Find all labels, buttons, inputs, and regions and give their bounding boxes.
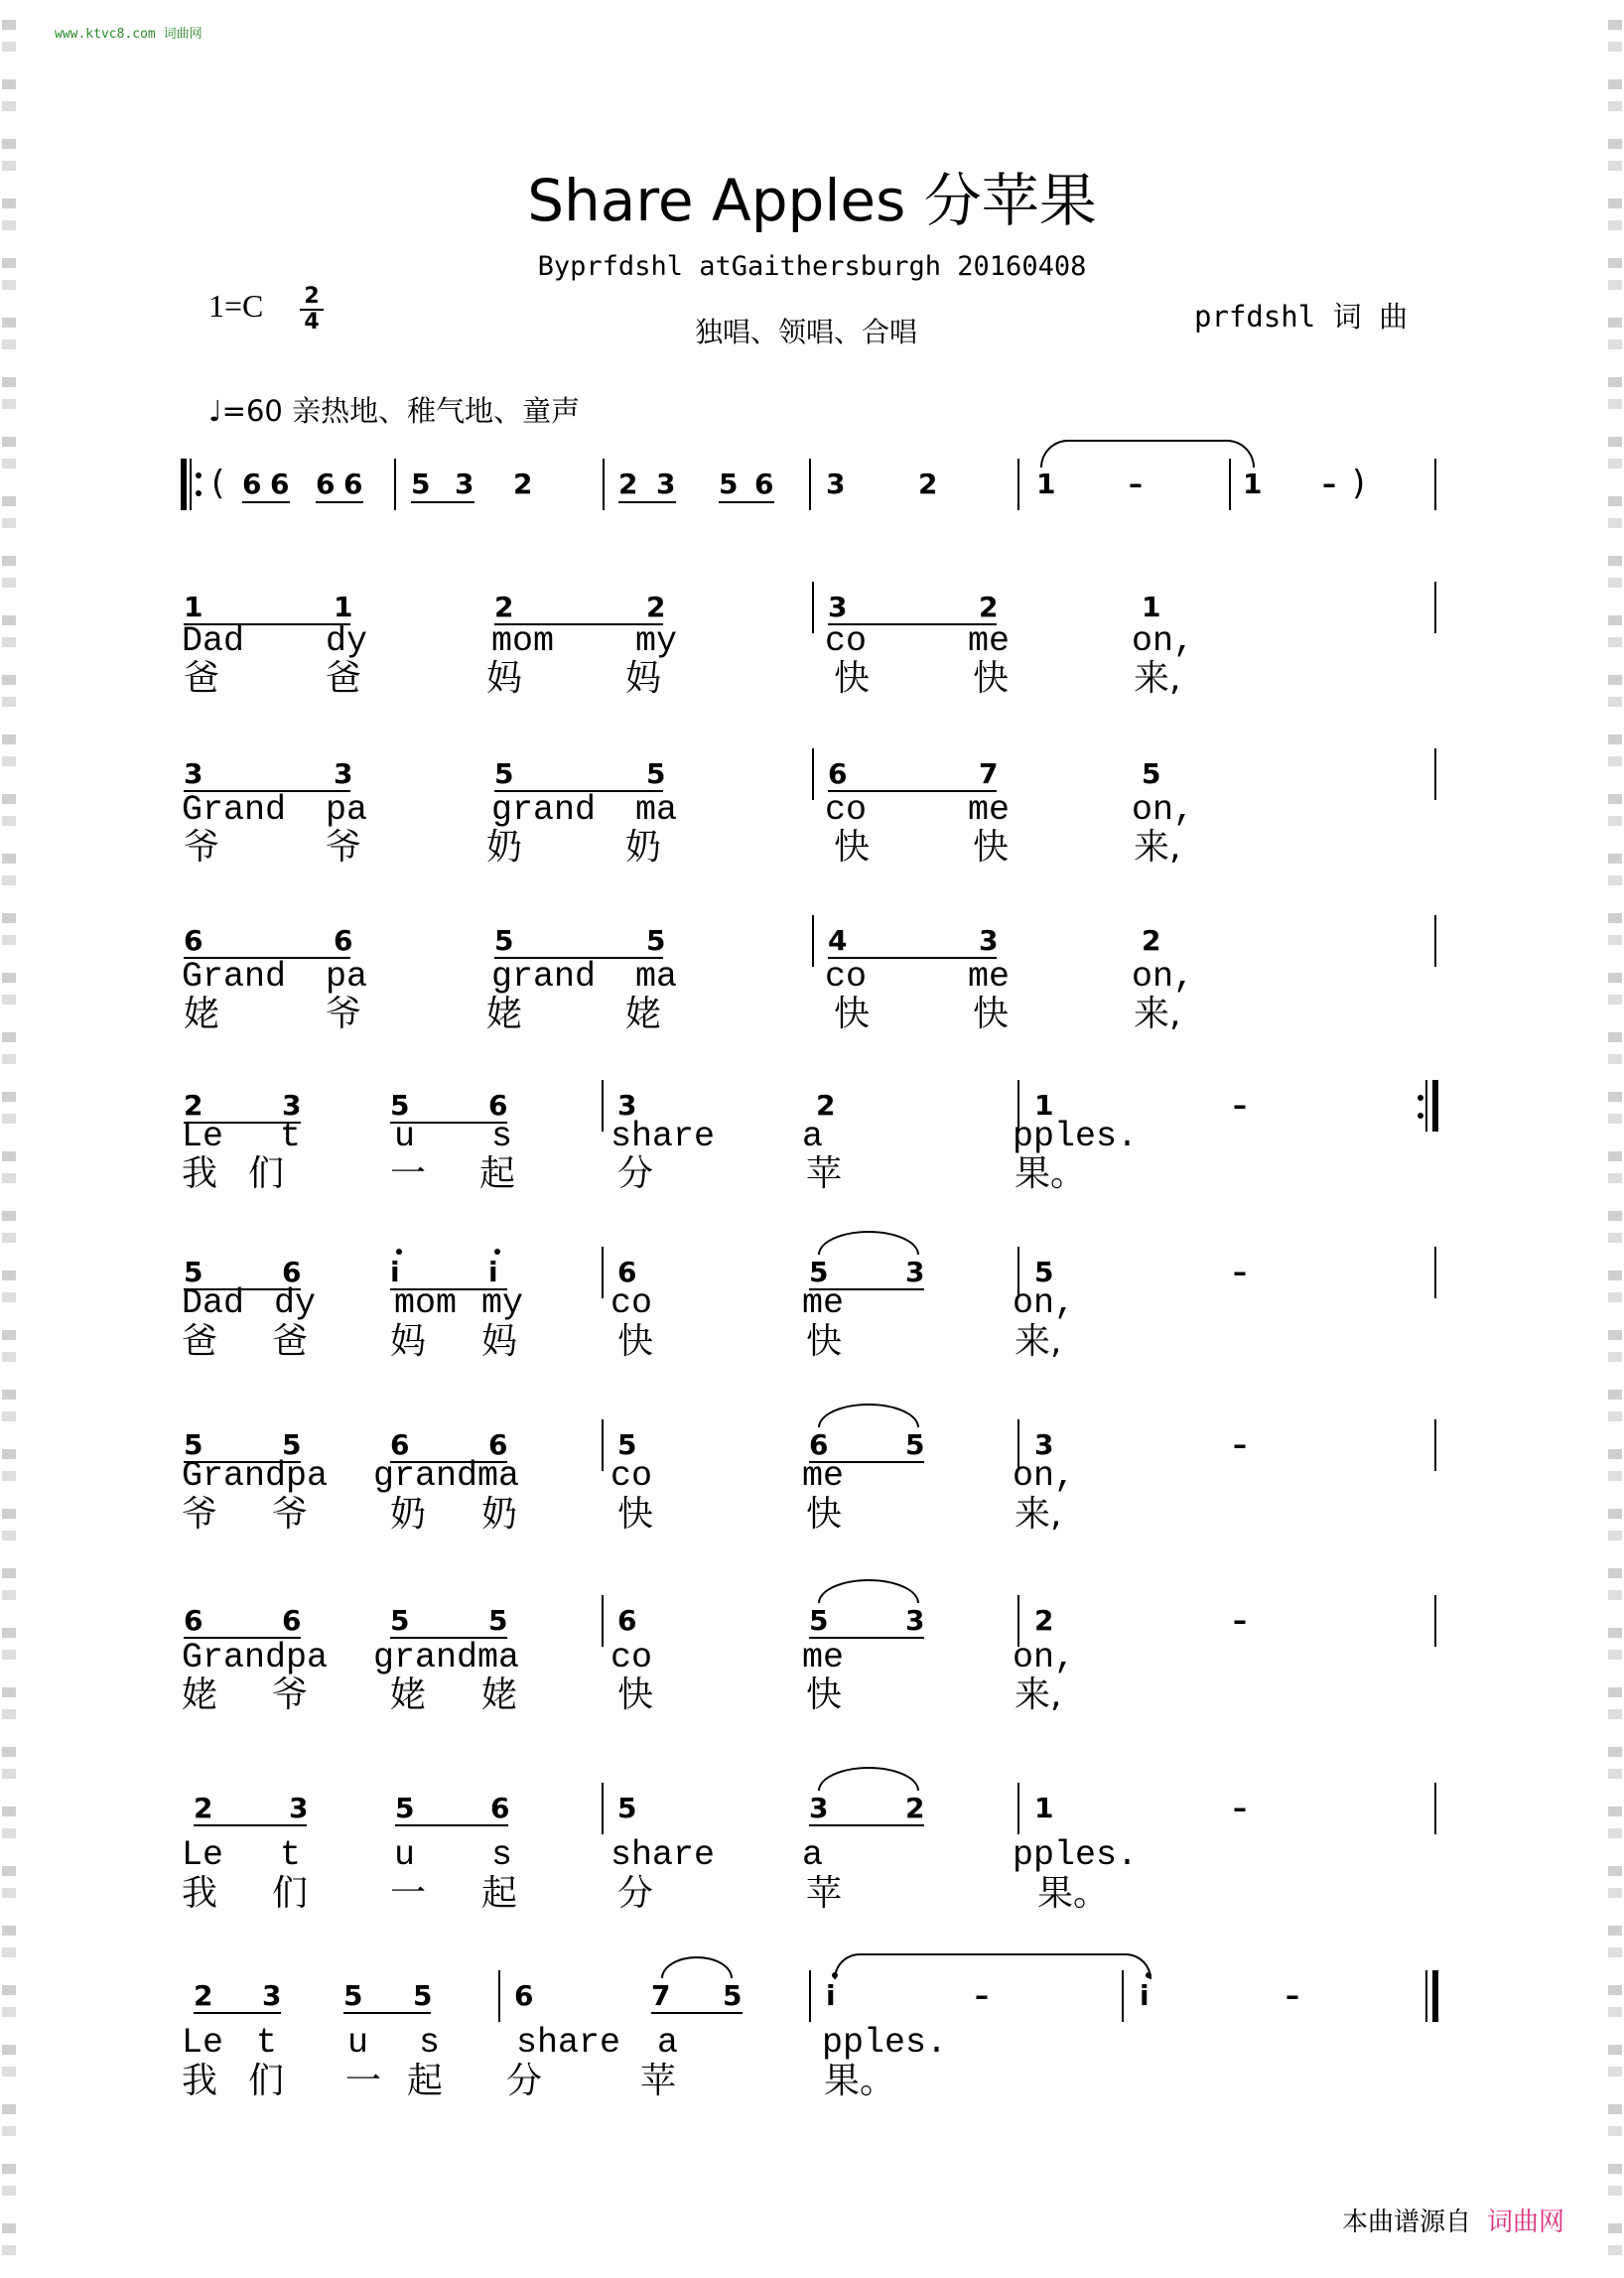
note: 3 — [289, 1792, 309, 1824]
note: – — [1233, 1256, 1247, 1288]
lyric-en: share — [610, 1117, 716, 1156]
lyric-cn: 快 — [806, 1321, 843, 1362]
lyric-en: a — [802, 1835, 824, 1875]
intro-open-paren: ( — [211, 464, 225, 503]
lyric-cn: 姥 — [625, 994, 662, 1034]
intro-close-paren: ) — [1352, 464, 1366, 503]
note: – — [975, 1979, 989, 2012]
lyric-en: me — [802, 1638, 845, 1677]
author-credit: prfdshl 词 曲 — [1194, 300, 1409, 334]
note: 5 — [390, 1604, 410, 1637]
key-signature: 1=C — [208, 288, 264, 324]
lyric-en: co — [825, 790, 868, 830]
lyric-cn: 来, — [1015, 1321, 1062, 1362]
lyric-cn: 快 — [806, 1494, 843, 1535]
lyric-en: Le — [182, 1835, 224, 1875]
lyric-cn: 苹 — [640, 2061, 677, 2101]
intro-note: 3 — [826, 468, 846, 500]
lyric-cn: 爸 — [184, 658, 220, 699]
lyric-en: pa — [326, 957, 368, 997]
note: 2 — [816, 1089, 836, 1122]
lyric-cn: 我 — [182, 1873, 218, 1914]
lyric-cn: 们 — [272, 1873, 309, 1914]
lyric-cn: 姥 — [390, 1675, 427, 1715]
note: – — [1233, 1792, 1247, 1824]
lyric-cn: 分 — [617, 1873, 654, 1914]
lyric-cn: 姥 — [486, 994, 523, 1034]
lyric-en: s — [491, 1835, 513, 1875]
note: – — [1233, 1089, 1247, 1122]
lyric-en: Grandpa — [182, 1638, 329, 1677]
note: 5 — [1034, 1256, 1054, 1288]
lyric-en: Le — [182, 2023, 224, 2063]
lyric-cn: 妈 — [625, 658, 662, 699]
note: 5 — [494, 924, 514, 957]
lyric-cn: 奶 — [390, 1494, 427, 1535]
lyric-en: a — [657, 2023, 679, 2063]
note: 6 — [184, 1604, 203, 1637]
lyric-en: Grand — [182, 790, 287, 830]
intro-note: 2 — [513, 468, 533, 500]
lyric-cn: 妈 — [390, 1321, 427, 1362]
lyric-cn: 妈 — [481, 1321, 518, 1362]
lyric-cn: 爸 — [272, 1321, 309, 1362]
note: 6 — [617, 1256, 637, 1288]
note: 6 — [490, 1792, 510, 1824]
lyric-en: on, — [1013, 1283, 1076, 1323]
lyric-en: grandma — [373, 1638, 520, 1677]
lyric-cn: 果。 — [824, 2061, 896, 2101]
lyric-cn: 快 — [973, 994, 1010, 1034]
lyric-cn: 起 — [479, 1153, 516, 1194]
lyric-cn: 我 — [182, 1153, 218, 1194]
intro-note: 6 — [754, 468, 774, 500]
note: i — [1140, 1979, 1150, 2012]
lyric-en: u — [394, 1835, 416, 1875]
intro-note: 3 — [656, 468, 676, 500]
lyric-cn: 奶 — [486, 827, 523, 868]
lyric-en: co — [825, 621, 868, 661]
lyric-en: grand — [491, 957, 597, 997]
lyric-en: share — [610, 1835, 716, 1875]
note: 5 — [184, 1428, 203, 1461]
note: 1 — [184, 591, 203, 623]
lyric-en: s — [419, 2023, 441, 2063]
tempo-marking: ♩=60 亲热地、稚气地、童声 — [208, 394, 581, 428]
lyric-en: t — [280, 1117, 302, 1156]
lyric-en: on, — [1132, 957, 1195, 997]
note: 2 — [194, 1979, 213, 2012]
lyric-cn: 姥 — [481, 1675, 518, 1715]
intro-note: 2 — [918, 468, 938, 500]
lyric-cn: 快 — [617, 1494, 654, 1535]
lyric-cn: 爸 — [326, 658, 362, 699]
lyric-en: me — [968, 790, 1011, 830]
intro-note: 6 — [270, 468, 290, 500]
time-signature — [300, 286, 324, 334]
note: 5 — [413, 1979, 433, 2012]
lyric-cn: 爸 — [182, 1321, 218, 1362]
lyric-en: Grandpa — [182, 1456, 329, 1496]
lyric-cn: 奶 — [625, 827, 662, 868]
note: 1 — [1034, 1792, 1054, 1824]
left-margin-watermark — [2, 0, 16, 2278]
lyric-en: mom — [394, 1283, 458, 1323]
lyric-cn: 来, — [1134, 658, 1181, 699]
lyric-cn: 爷 — [272, 1494, 309, 1535]
time-top: 2 — [304, 284, 320, 309]
lyric-en: pples. — [1013, 1117, 1139, 1156]
note: 6 — [390, 1428, 410, 1461]
lyric-cn: 起 — [407, 2061, 444, 2101]
note: 6 — [334, 924, 353, 957]
lyric-en: me — [968, 957, 1011, 997]
lyric-en: u — [347, 2023, 369, 2063]
lyric-cn: 姥 — [184, 994, 220, 1034]
lyric-en: Le — [182, 1117, 224, 1156]
lyric-cn: 爷 — [326, 827, 362, 868]
lyric-cn: 奶 — [481, 1494, 518, 1535]
note: 6 — [828, 757, 848, 790]
lyric-cn: 快 — [617, 1321, 654, 1362]
note: 5 — [809, 1604, 829, 1637]
lyric-en: my — [635, 621, 678, 661]
note: 2 — [184, 1089, 203, 1122]
lyric-cn: 妈 — [486, 658, 523, 699]
lyric-en: co — [610, 1283, 653, 1323]
lyric-cn: 来, — [1015, 1675, 1062, 1715]
lyric-en: t — [280, 1835, 302, 1875]
intro-note: – — [1129, 468, 1143, 500]
intro-note: 5 — [719, 468, 739, 500]
lyric-cn: 姥 — [182, 1675, 218, 1715]
lyric-en: grand — [491, 790, 597, 830]
lyric-cn: 果。 — [1015, 1153, 1087, 1194]
note: 3 — [184, 757, 203, 790]
lyric-cn: 爷 — [184, 827, 220, 868]
lyric-en: my — [481, 1283, 524, 1323]
intro-note: 1 — [1243, 468, 1263, 500]
lyric-cn: 来, — [1134, 827, 1181, 868]
note: 3 — [334, 757, 353, 790]
note: 6 — [488, 1428, 508, 1461]
lyric-en: t — [256, 2023, 278, 2063]
lyric-en: pples. — [822, 2023, 948, 2063]
note: 3 — [979, 924, 999, 957]
lyric-en: ma — [635, 957, 678, 997]
lyric-cn: 爷 — [182, 1494, 218, 1535]
lyric-en: pa — [326, 790, 368, 830]
lyric-en: co — [610, 1638, 653, 1677]
note: 5 — [646, 757, 666, 790]
note: 6 — [514, 1979, 534, 2012]
note: 6 — [282, 1604, 302, 1637]
note: 2 — [1034, 1604, 1054, 1637]
lyric-cn: 果。 — [1037, 1873, 1110, 1914]
lyric-en: ma — [635, 790, 678, 830]
lyric-en: on, — [1132, 790, 1195, 830]
lyric-en: Dad — [182, 621, 245, 661]
note: 2 — [194, 1792, 213, 1824]
lyric-en: share — [516, 2023, 621, 2063]
note: – — [1233, 1428, 1247, 1461]
note: 2 — [1142, 924, 1161, 957]
note: 5 — [390, 1089, 410, 1122]
lyric-cn: 一 — [390, 1873, 427, 1914]
right-margin-watermark — [1608, 0, 1622, 2278]
lyric-cn: 我 — [182, 2061, 218, 2101]
intro-note: 5 — [411, 468, 431, 500]
footer-source-label: 本曲谱源自 — [1341, 2208, 1471, 2237]
lyric-cn: 分 — [506, 2061, 543, 2101]
performance-mode: 独唱、领唱、合唱 — [695, 316, 918, 348]
note: 4 — [828, 924, 848, 957]
note: 5 — [395, 1792, 415, 1824]
note: – — [1286, 1979, 1299, 2012]
note: 7 — [979, 757, 999, 790]
note: 3 — [262, 1979, 282, 2012]
note: 3 — [1034, 1428, 1054, 1461]
intro-note: 2 — [618, 468, 638, 500]
time-bottom: 4 — [304, 310, 320, 335]
lyric-cn: 一 — [345, 2061, 382, 2101]
source-url: www.ktvc8.com 词曲网 — [55, 27, 203, 42]
note: 3 — [617, 1089, 637, 1122]
lyric-cn: 爷 — [326, 994, 362, 1034]
lyric-cn: 们 — [248, 1153, 285, 1194]
lyric-en: grandma — [373, 1456, 520, 1496]
lyric-en: s — [491, 1117, 513, 1156]
lyric-cn: 快 — [834, 994, 871, 1034]
lyric-en: dy — [274, 1283, 317, 1323]
note: 5 — [617, 1428, 637, 1461]
song-title: Share Apples 分苹果 — [527, 167, 1097, 234]
note: 1 — [1142, 591, 1161, 623]
byline: Byprfdshl atGaithersburgh 20160408 — [537, 251, 1087, 282]
lyric-cn: 苹 — [806, 1873, 843, 1914]
lyric-en: co — [825, 957, 868, 997]
note: 1 — [334, 591, 353, 623]
note: 6 — [617, 1604, 637, 1637]
lyric-cn: 一 — [390, 1153, 427, 1194]
note: 5 — [282, 1428, 302, 1461]
note: 5 — [617, 1792, 637, 1824]
note: 6 — [184, 924, 203, 957]
lyric-en: dy — [326, 621, 368, 661]
lyric-en: Dad — [182, 1283, 245, 1323]
note: 3 — [282, 1089, 302, 1122]
lyric-cn: 起 — [481, 1873, 518, 1914]
intro-note: 6 — [343, 468, 363, 500]
note: 5 — [646, 924, 666, 957]
footer-brand-link[interactable]: 词曲网 — [1486, 2208, 1564, 2237]
note: 6 — [809, 1428, 829, 1461]
lyric-en: on, — [1013, 1456, 1076, 1496]
note: 2 — [905, 1792, 925, 1824]
lyric-en: co — [610, 1456, 653, 1496]
lyric-en: me — [802, 1456, 845, 1496]
note: 5 — [1142, 757, 1161, 790]
note: 5 — [343, 1979, 363, 2012]
lyric-cn: 爷 — [272, 1675, 309, 1715]
lyric-en: a — [802, 1117, 824, 1156]
note: 6 — [282, 1256, 302, 1288]
intro-note: – — [1322, 468, 1336, 500]
lyric-cn: 快 — [834, 827, 871, 868]
note: 7 — [651, 1979, 671, 2012]
lyric-cn: 快 — [973, 658, 1010, 699]
note: 2 — [979, 591, 999, 623]
lyric-cn: 们 — [248, 2061, 285, 2101]
note: – — [1233, 1604, 1247, 1637]
intro-note: 1 — [1036, 468, 1056, 500]
note: 5 — [488, 1604, 508, 1637]
lyric-en: on, — [1013, 1638, 1076, 1677]
lyric-en: mom — [491, 621, 555, 661]
intro-note: 6 — [316, 468, 336, 500]
lyric-en: Grand — [182, 957, 287, 997]
lyric-cn: 快 — [973, 827, 1010, 868]
note: 3 — [905, 1604, 925, 1637]
lyric-en: me — [968, 621, 1011, 661]
lyric-cn: 快 — [617, 1675, 654, 1715]
lyric-cn: 快 — [806, 1675, 843, 1715]
note: 5 — [905, 1428, 925, 1461]
note: i — [488, 1256, 498, 1288]
lyric-cn: 快 — [834, 658, 871, 699]
note: 5 — [723, 1979, 743, 2012]
lyric-en: on, — [1132, 621, 1195, 661]
note: 5 — [184, 1256, 203, 1288]
note: 1 — [1034, 1089, 1054, 1122]
intro-note: 3 — [455, 468, 474, 500]
note: 3 — [828, 591, 848, 623]
note: 2 — [494, 591, 514, 623]
note: 5 — [809, 1256, 829, 1288]
lyric-en: me — [802, 1283, 845, 1323]
note: 5 — [494, 757, 514, 790]
lyric-cn: 苹 — [806, 1153, 843, 1194]
lyric-cn: 分 — [617, 1153, 654, 1194]
note: i — [390, 1256, 400, 1288]
footer-credit — [1342, 2202, 1564, 2238]
lyric-en: pples. — [1013, 1835, 1139, 1875]
note: 3 — [809, 1792, 829, 1824]
note: 6 — [488, 1089, 508, 1122]
note: 2 — [646, 591, 666, 623]
intro-note: 6 — [242, 468, 262, 500]
note: 3 — [905, 1256, 925, 1288]
lyric-en: u — [394, 1117, 416, 1156]
lyric-cn: 来, — [1015, 1494, 1062, 1535]
note: i — [826, 1979, 836, 2012]
lyric-cn: 来, — [1134, 994, 1181, 1034]
